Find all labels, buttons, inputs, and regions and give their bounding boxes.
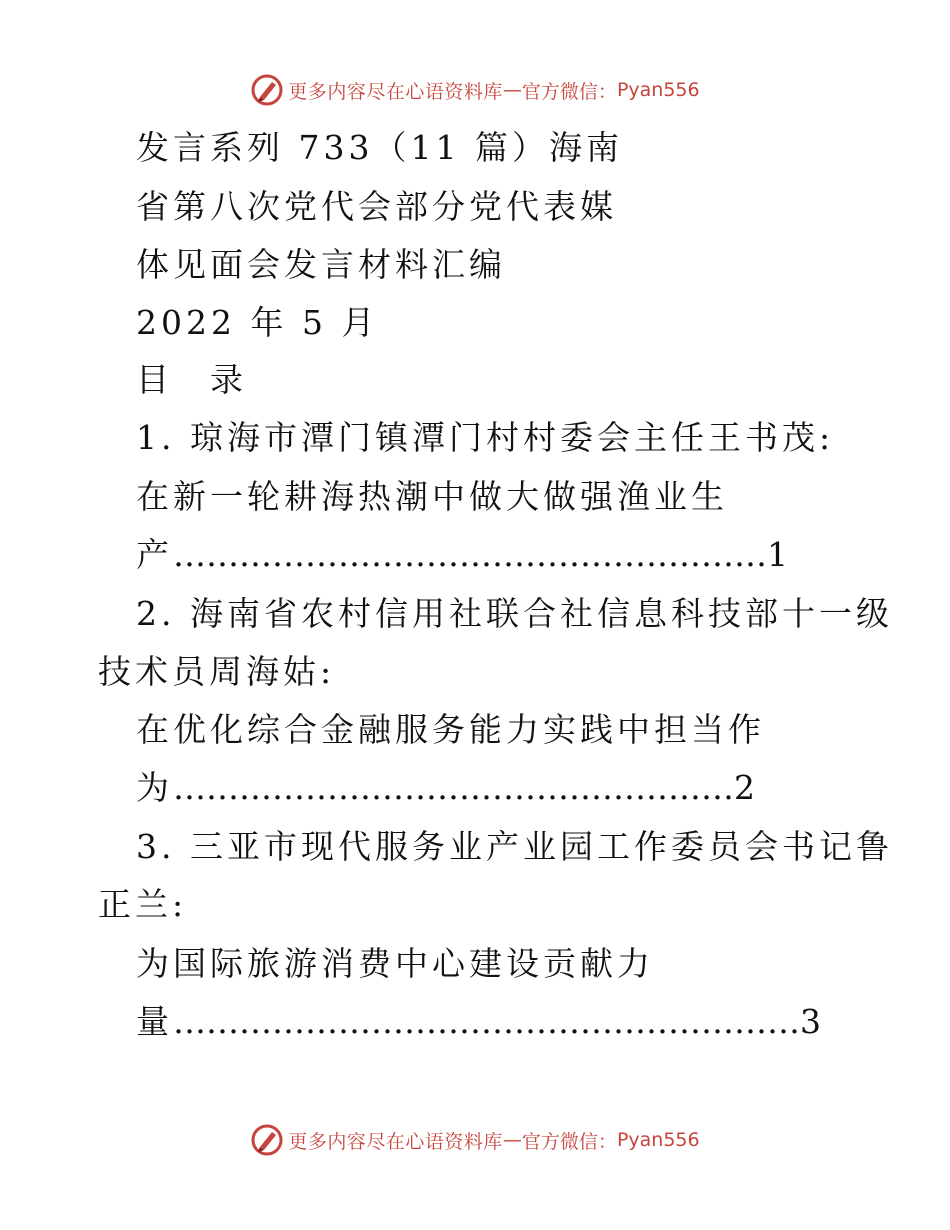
toc-entry-1-leader-line bbox=[136, 535, 792, 575]
watermark-banner-bottom bbox=[0, 1120, 950, 1160]
watermark-wechat-id: Pyan556 bbox=[616, 79, 700, 101]
toc-entry-3-dots: ………………………………………………… bbox=[173, 1002, 800, 1041]
toc-entry-1-page: 1 bbox=[767, 535, 792, 574]
toc-entry-1-title: 在新一轮耕海热潮中做大做强渔业生 bbox=[136, 477, 728, 516]
toc-entry-1-title-end: 产 bbox=[136, 535, 173, 574]
toc-entry-3-leader-line bbox=[136, 1002, 825, 1042]
toc-entry-1-dots: ……………………………………………… bbox=[173, 535, 767, 574]
watermark-dash: — bbox=[502, 1129, 522, 1151]
pen-logo-icon bbox=[250, 1123, 284, 1157]
toc-entry-2-speaker-cont: 技术员周海姑: bbox=[98, 652, 336, 691]
toc-entry-2-speaker: 2. 海南省农村信用社联合社信息科技部十一级 bbox=[136, 594, 893, 633]
watermark-dash: — bbox=[502, 79, 522, 101]
toc-entry-2-dots: …………………………………………… bbox=[173, 768, 734, 807]
watermark-wechat-id: Pyan556 bbox=[616, 1129, 700, 1151]
toc-entry-1-speaker: 1. 琼海市潭门镇潭门村村委会主任王书茂: bbox=[136, 418, 835, 457]
watermark-wechat-label: 官方微信： bbox=[521, 80, 617, 103]
title-line-1: 发言系列 733（11 篇）海南 bbox=[136, 128, 623, 167]
date-line: 2022 年 5 月 bbox=[136, 303, 379, 342]
watermark-brand-text: 更多内容尽在心语资料库 bbox=[288, 1130, 503, 1153]
toc-entry-2-title: 在优化综合金融服务能力实践中担当作 bbox=[136, 710, 765, 749]
pen-logo-icon bbox=[250, 73, 284, 107]
watermark-brand-text: 更多内容尽在心语资料库 bbox=[288, 80, 503, 103]
toc-entry-2-title-end: 为 bbox=[136, 768, 173, 807]
toc-entry-3-title: 为国际旅游消费中心建设贡献力 bbox=[136, 944, 654, 983]
toc-entry-3-speaker-cont: 正兰: bbox=[98, 885, 188, 924]
watermark-banner-top bbox=[0, 70, 950, 110]
toc-entry-2-leader-line bbox=[136, 768, 759, 808]
title-line-3: 体见面会发言材料汇编 bbox=[136, 245, 506, 284]
title-line-2: 省第八次党代会部分党代表媒 bbox=[136, 187, 617, 226]
watermark-wechat-label: 官方微信： bbox=[521, 1130, 617, 1153]
toc-entry-2-page: 2 bbox=[734, 768, 759, 807]
toc-entry-3-title-end: 量 bbox=[136, 1002, 173, 1041]
toc-entry-3-speaker: 3. 三亚市现代服务业产业园工作委员会书记鲁 bbox=[136, 827, 893, 866]
toc-heading: 目 录 bbox=[136, 360, 247, 399]
toc-entry-3-page: 3 bbox=[800, 1002, 825, 1041]
